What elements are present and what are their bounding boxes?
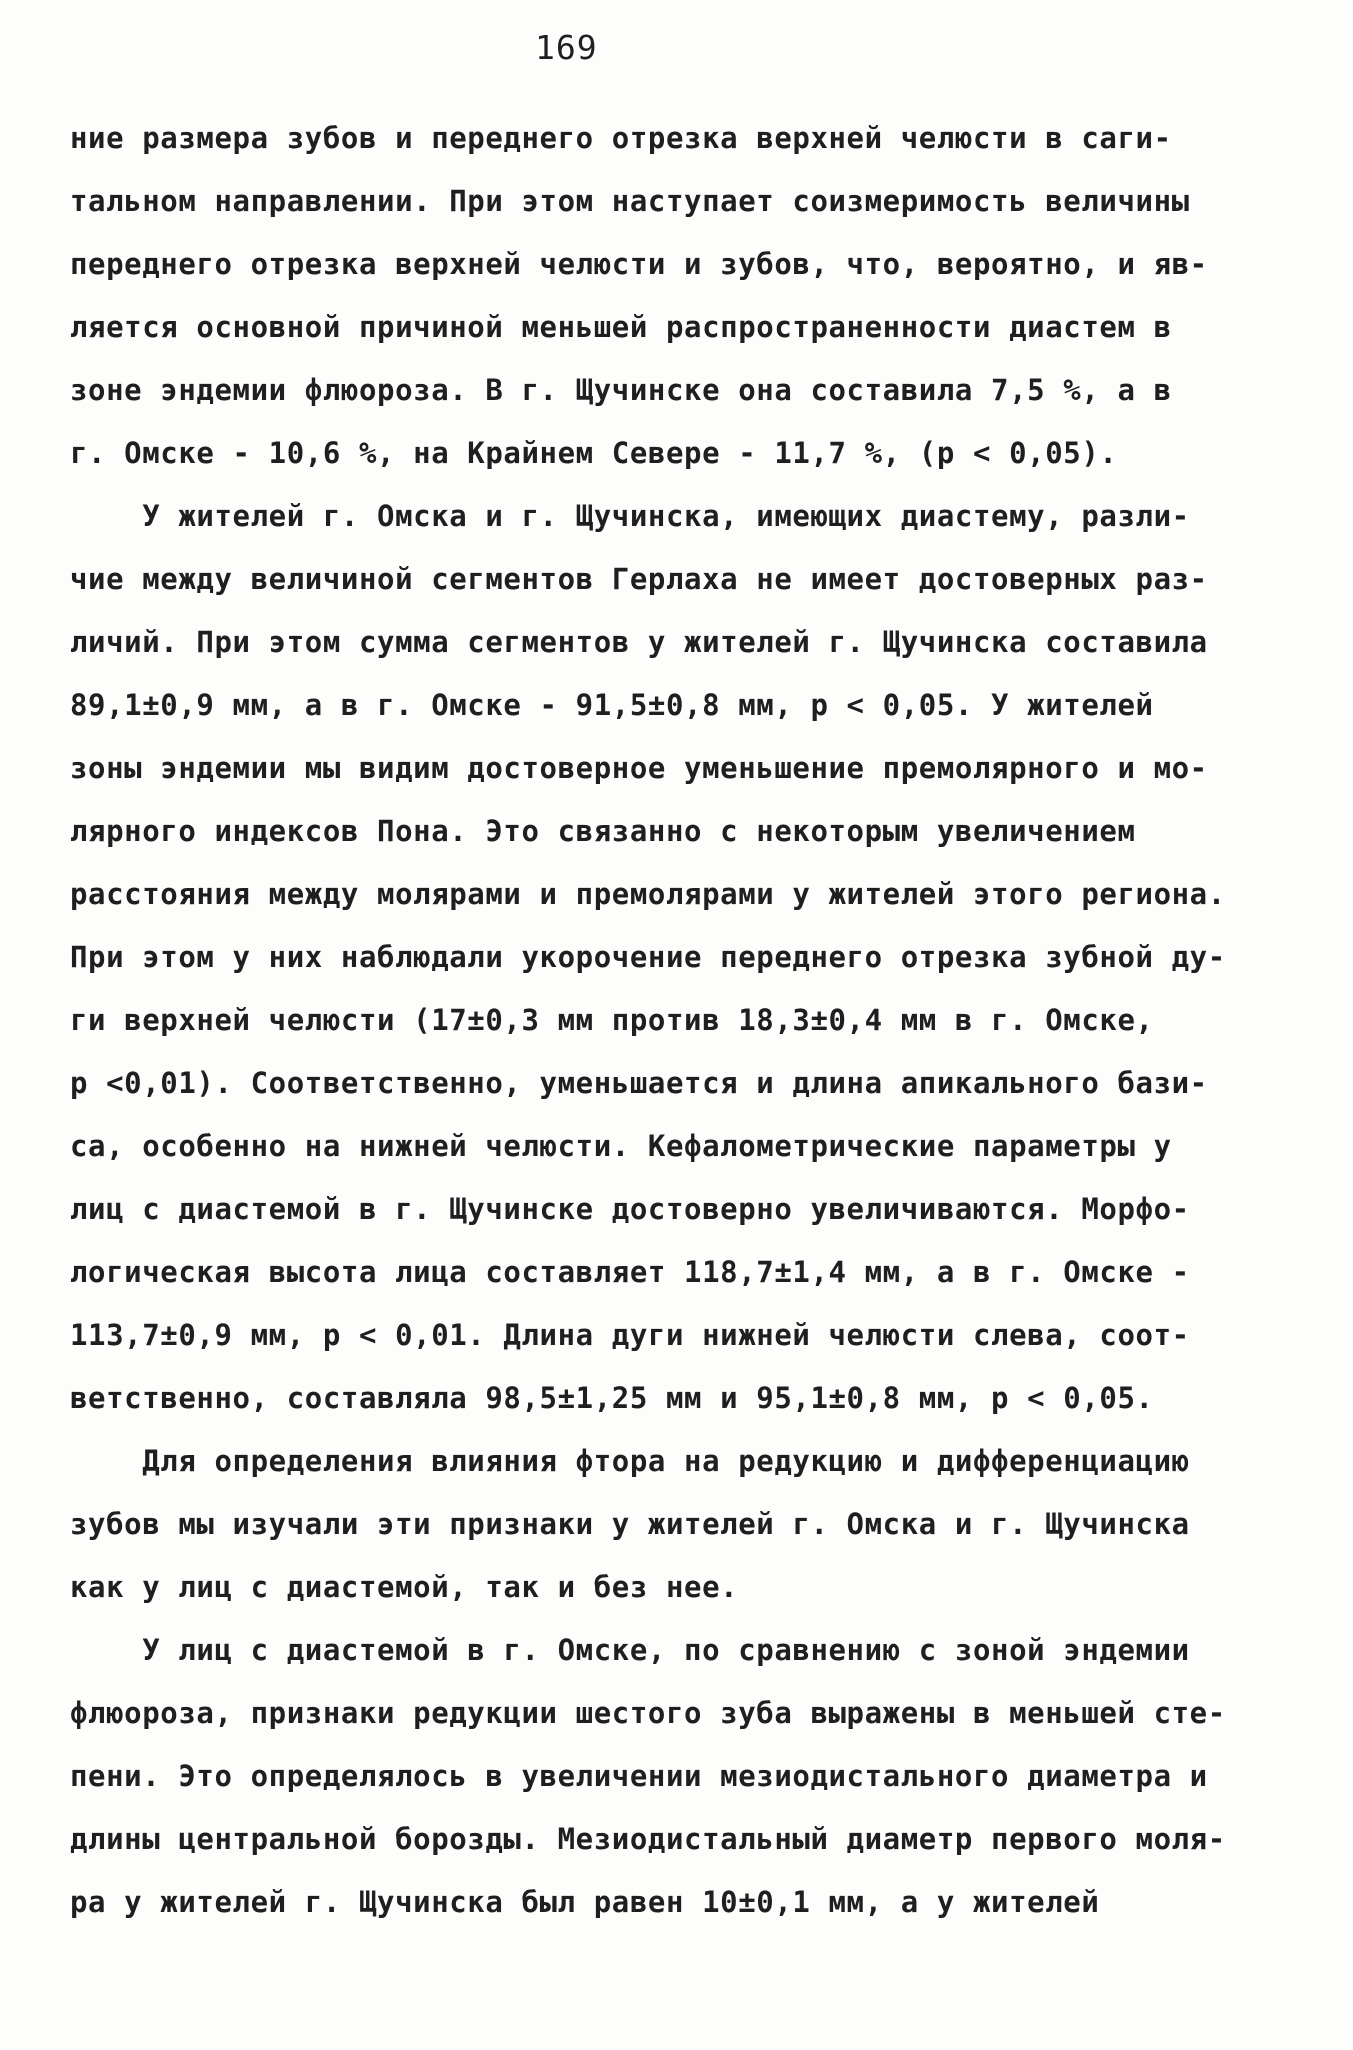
text-line: У жителей г. Омска и г. Щучинска, имеющих диастему, разли-	[70, 499, 1190, 533]
text-line: чие между величиной сегментов Герлаха не имеет достоверных раз-	[70, 562, 1208, 596]
text-line: Для определения влияния фтора на редукцию и дифференциацию	[70, 1444, 1190, 1478]
text-line: са, особенно на нижней челюсти. Кефалометрические параметры у	[70, 1129, 1172, 1163]
text-line: флюороза, признаки редукции шестого зуба выражены в меньшей сте-	[70, 1696, 1226, 1730]
text-line: г. Омске - 10,6 %, на Крайнем Севере - 11,7 %, (р < 0,05).	[70, 436, 1118, 470]
text-line: зубов мы изучали эти признаки у жителей г. Омска и г. Щучинска	[70, 1507, 1190, 1541]
text-line: лярного индексов Пона. Это связанно с некоторым увеличением	[70, 814, 1136, 848]
text-line: как у лиц с диастемой, так и без нее.	[70, 1570, 739, 1604]
text-line: При этом у них наблюдали укорочение переднего отрезка зубной ду-	[70, 940, 1226, 974]
text-line: ветственно, составляла 98,5±1,25 мм и 95,1±0,8 мм, р < 0,05.	[70, 1381, 1154, 1415]
text-line: р <0,01). Соответственно, уменьшается и длина апикального бази-	[70, 1066, 1208, 1100]
text-line: расстояния между молярами и премолярами у жителей этого региона.	[70, 877, 1226, 911]
text-line: У лиц с диастемой в г. Омске, по сравнению с зоной эндемии	[70, 1633, 1190, 1667]
text-line: ляется основной причиной меньшей распространенности диастем в	[70, 310, 1172, 344]
text-line: ги верхней челюсти (17±0,3 мм против 18,3±0,4 мм в г. Омске,	[70, 1003, 1154, 1037]
text-line: логическая высота лица составляет 118,7±1,4 мм, а в г. Омске -	[70, 1255, 1190, 1289]
text-line: 89,1±0,9 мм, а в г. Омске - 91,5±0,8 мм, р < 0,05. У жителей	[70, 688, 1154, 722]
text-line: переднего отрезка верхней челюсти и зубов, что, вероятно, и яв-	[70, 247, 1208, 281]
text-line: зоны эндемии мы видим достоверное уменьшение премолярного и мо-	[70, 751, 1208, 785]
text-line: пени. Это определялось в увеличении мезиодистального диаметра и	[70, 1759, 1208, 1793]
text-line: ра у жителей г. Щучинска был равен 10±0,1 мм, а у жителей	[70, 1885, 1100, 1919]
text-line: тальном направлении. При этом наступает соизмеримость величины	[70, 184, 1190, 218]
page-number: 169	[535, 28, 598, 67]
text-line: зоне эндемии флюороза. В г. Щучинске она составила 7,5 %, а в	[70, 373, 1172, 407]
text-line: длины центральной борозды. Мезиодистальный диаметр первого моля-	[70, 1822, 1226, 1856]
text-line: ние размера зубов и переднего отрезка верхней челюсти в саги-	[70, 121, 1172, 155]
text-line: 113,7±0,9 мм, р < 0,01. Длина дуги нижней челюсти слева, соот-	[70, 1318, 1190, 1352]
text-line: личий. При этом сумма сегментов у жителей г. Щучинска составила	[70, 625, 1208, 659]
text-line: лиц с диастемой в г. Щучинске достоверно увеличиваются. Морфо-	[70, 1192, 1190, 1226]
